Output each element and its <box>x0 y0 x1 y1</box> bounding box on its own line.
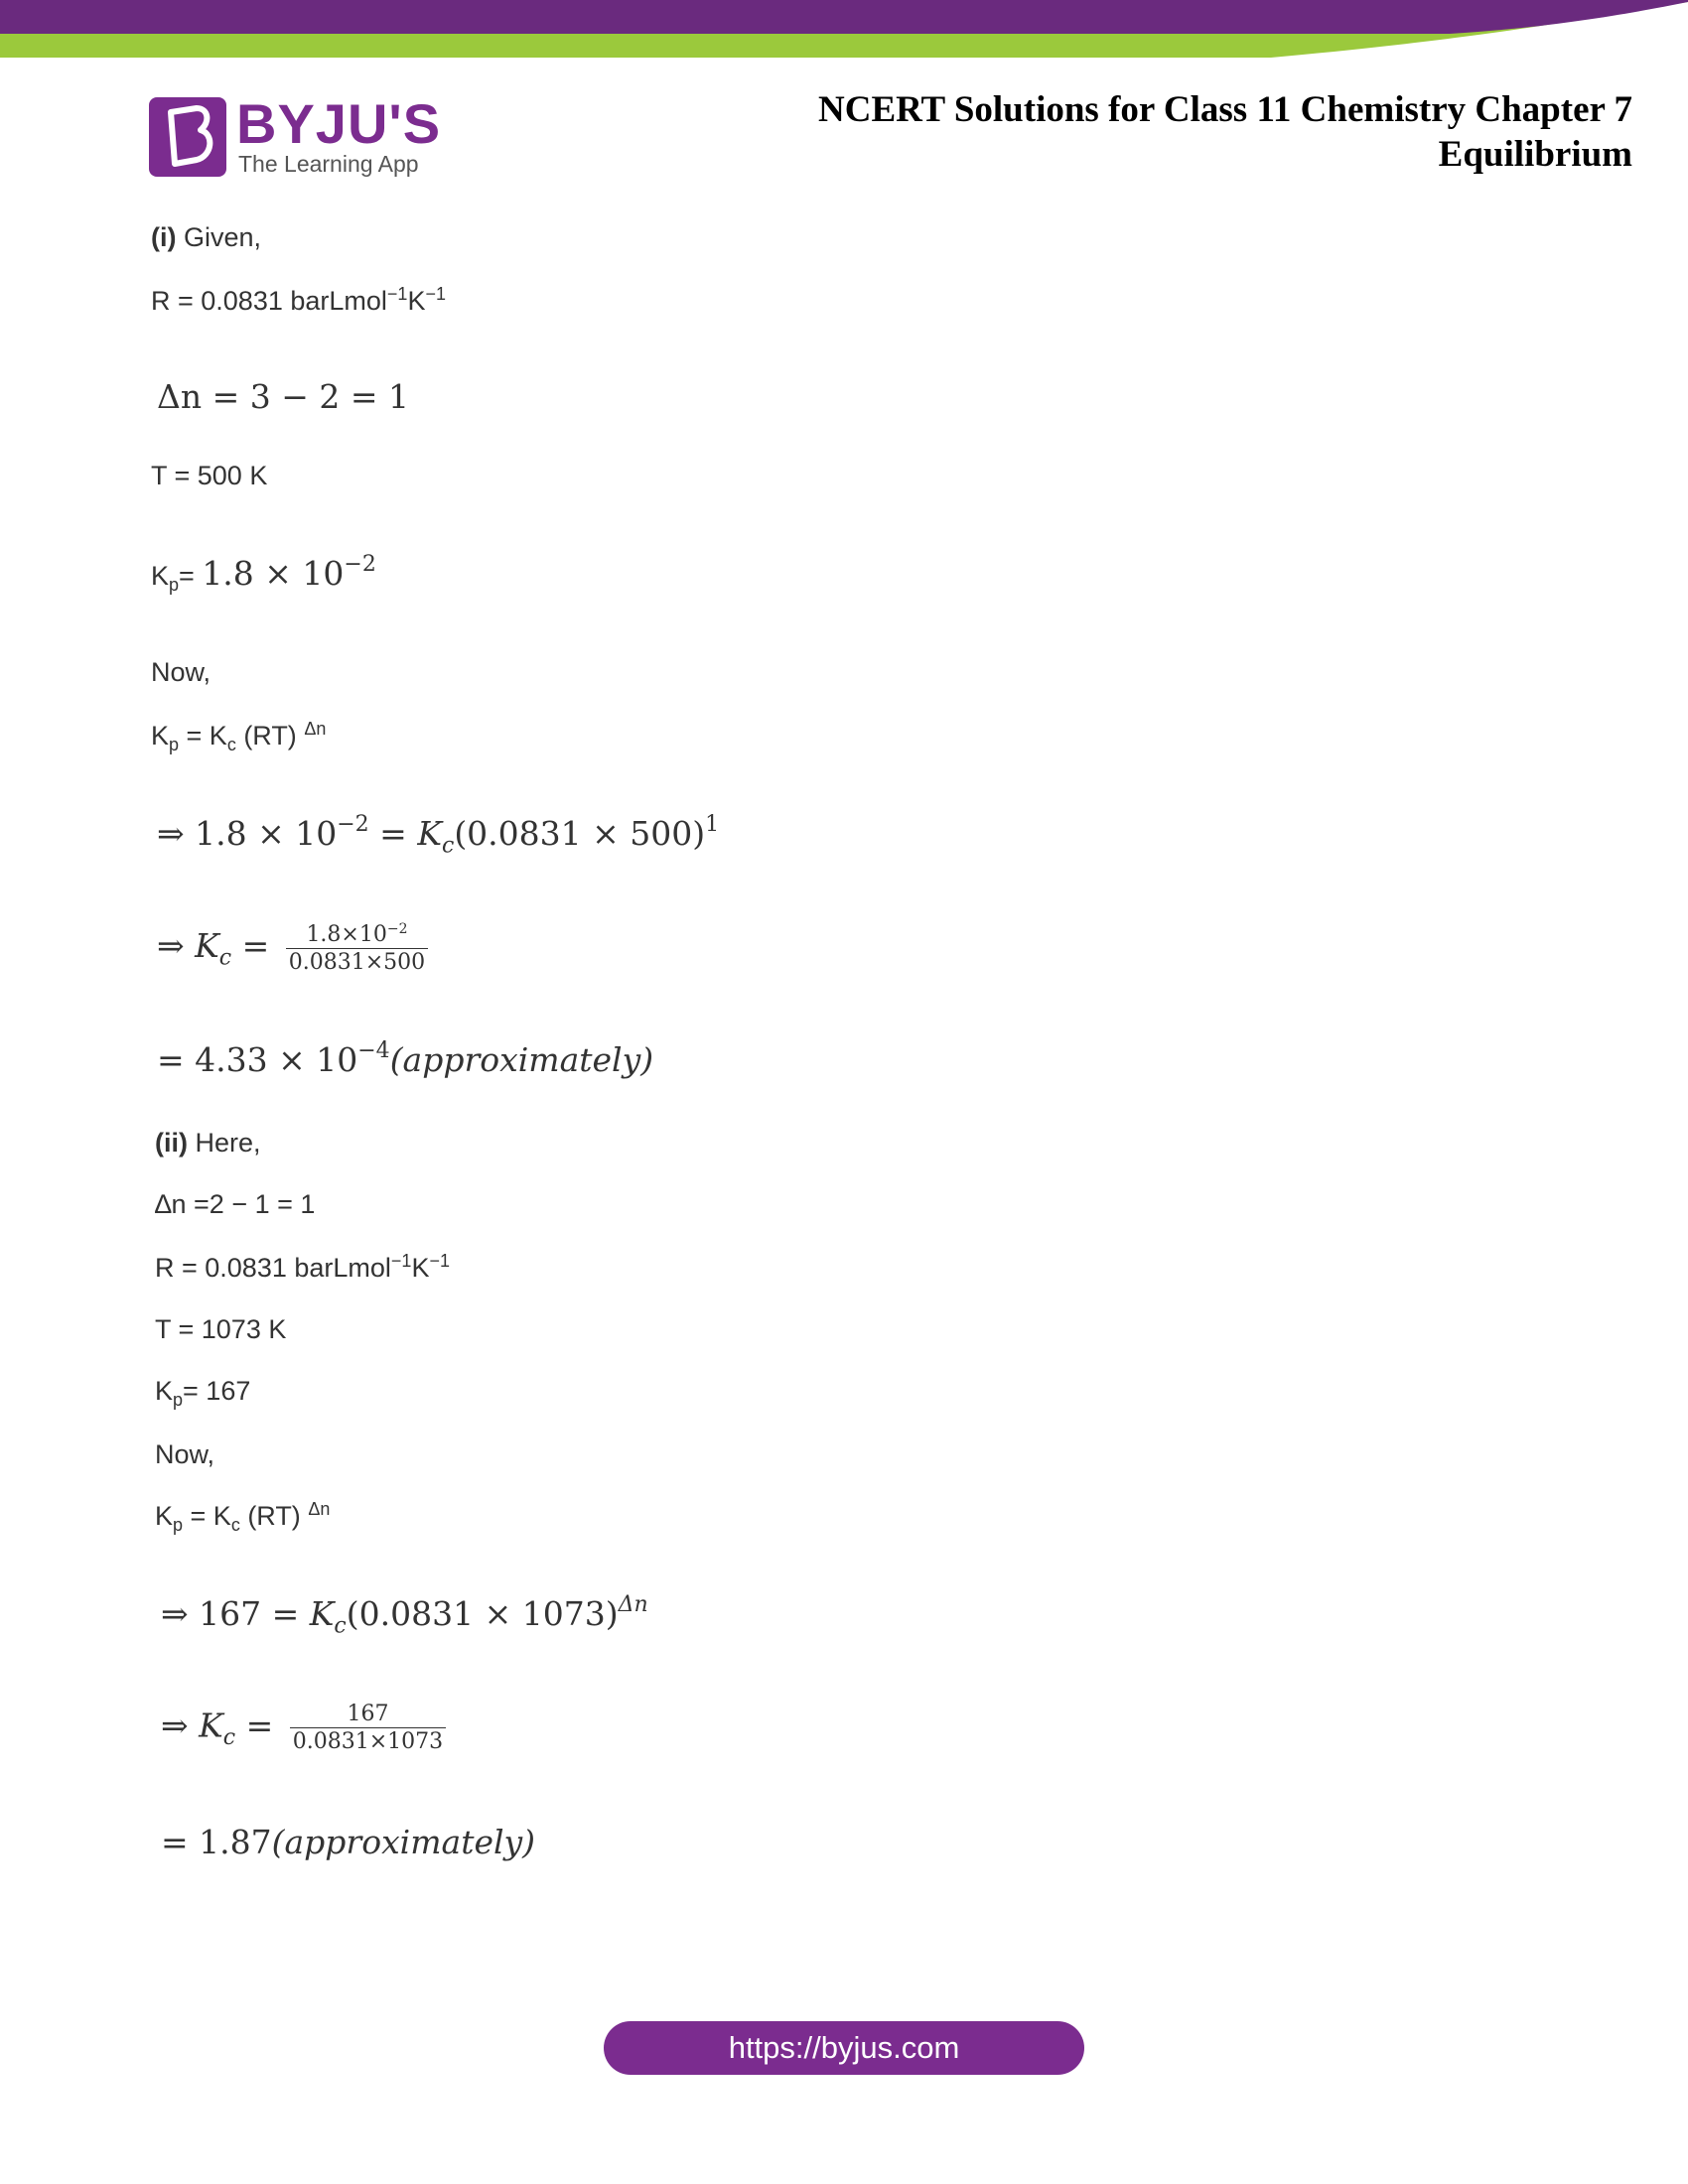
part2-result: = 1.87(approximately) <box>161 1823 536 1861</box>
part1-temperature: T = 500 K <box>151 461 268 490</box>
logo-tagline: The Learning App <box>238 151 419 177</box>
logo-brand: BYJU'S <box>236 92 442 155</box>
byjus-logo <box>149 92 442 177</box>
part2-now: Now, <box>155 1439 215 1469</box>
header-color-band <box>0 0 1688 60</box>
part1-delta-n-equation: Δn = 3 − 2 = 1 <box>157 377 409 416</box>
part2-kp-kc-formula: $K_p = K_c$ (RT) $^{\Delta n}$ <box>155 1499 331 1535</box>
footer-url-link[interactable]: https://byjus.com <box>604 2021 1084 2075</box>
part1-result: = $4.33 \times 10^{-4}(approximately)$ <box>157 1038 654 1079</box>
part1-kc-fraction: $\frac{1.8\times 10^{-2}}{0.0831\times 500}$ <box>286 921 428 975</box>
part1-r-value: R = 0.0831 $barLmol^{-1}K^{-1}$ <box>151 284 446 316</box>
logo-b-icon <box>149 97 226 177</box>
part2-kc-fraction: $\frac{167}{0.0831\times 1073}$ <box>290 1702 446 1754</box>
document-title-line2: Equilibrium <box>1438 134 1632 175</box>
part2-temperature: T = 1073 K <box>155 1314 287 1344</box>
part1-now: Now, <box>151 657 211 687</box>
part2-kc-fraction-equation: ⇒ $K_c$ = $\frac{167}{0.0831\times 1073}$ <box>161 1702 446 1754</box>
part2-heading: (ii) Here, <box>155 1128 261 1158</box>
part1-kp-kc-formula: $K_p = K_c$ (RT) $^{\Delta n}$ <box>151 719 327 754</box>
part1-heading: (i) Given, <box>151 222 262 252</box>
part1-substitution-equation: ⇒ $1.8 \times 10^{-2} = K_c(0.0831 \times 500)^1$ <box>157 812 720 859</box>
document-title-line1: NCERT Solutions for Class 11 Chemistry Chapter 7 <box>818 89 1632 130</box>
part2-substitution-equation: ⇒ $167 = K_c(0.0831 \times 1073)^{\Delta n}$ <box>161 1592 648 1639</box>
part1-kc-fraction-equation: ⇒ $K_c$ = $\frac{1.8\times 10^{-2}}{0.0831\times 500}$ <box>157 921 428 975</box>
part2-r-value: R = 0.0831 $barLmol^{-1}K^{-1}$ <box>155 1251 450 1283</box>
part1-kp-value: $K_p= 1.8 \times 10^{-2}$ <box>151 552 376 595</box>
document-title <box>818 87 1632 177</box>
part2-kp-value: $K_p= 167$ <box>155 1376 251 1410</box>
part2-delta-n: ∆n =2 − 1 = 1 <box>155 1189 316 1219</box>
